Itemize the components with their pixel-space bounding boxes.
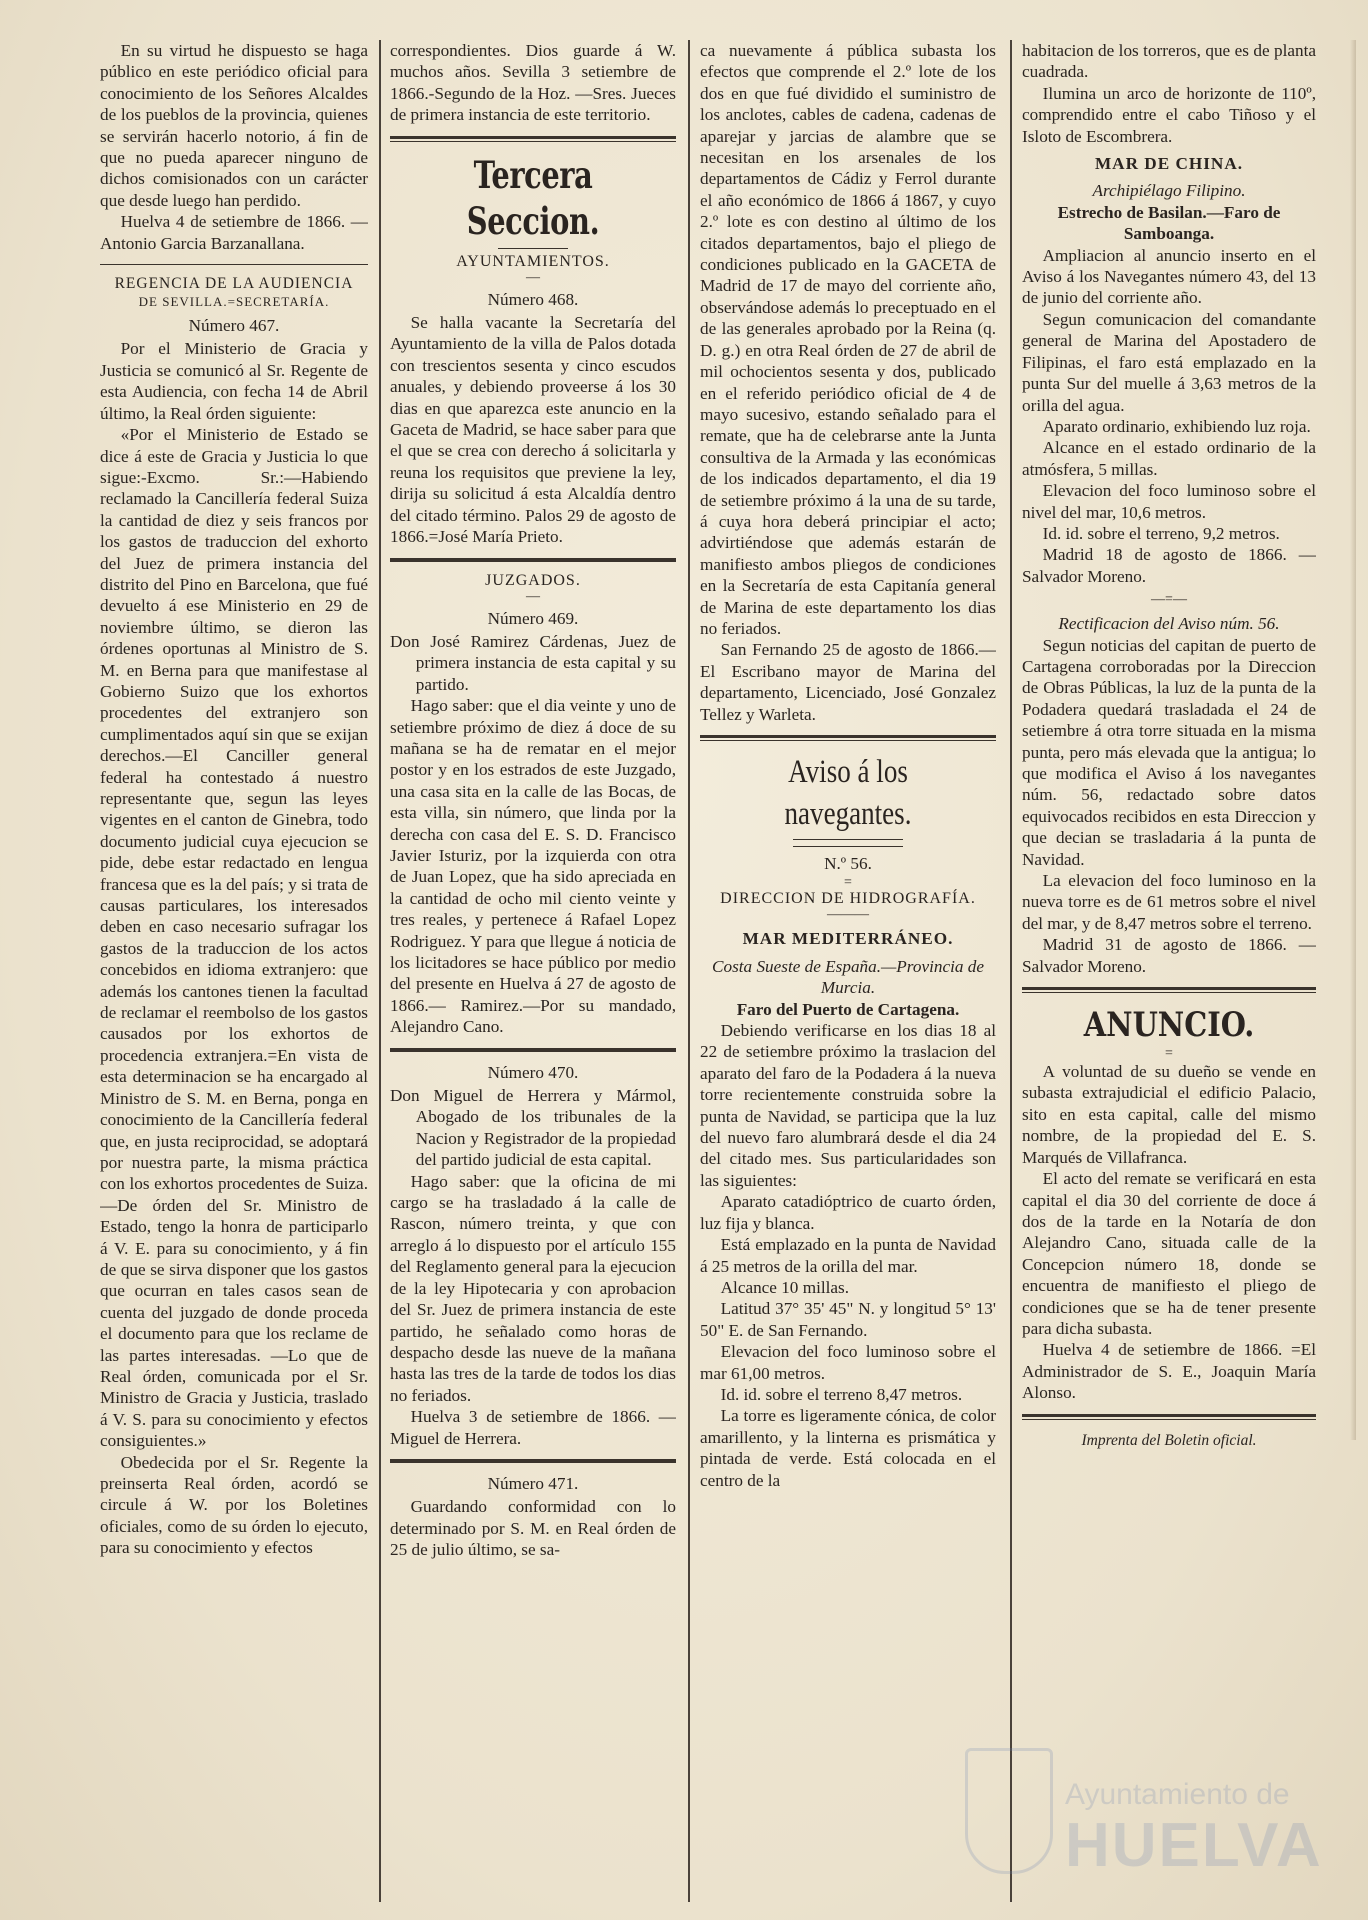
signature: Huelva 4 de setiembre de 1866. —Antonio Garcia Barzanallana. bbox=[100, 212, 368, 253]
notice-number: Número 469. bbox=[487, 608, 579, 628]
section-title: Aviso á los navegantes. bbox=[784, 754, 912, 832]
signature: Madrid 31 de agosto de 1866. —Salvador Moreno. bbox=[1022, 935, 1316, 976]
paragraph: En su virtud he dispuesto se haga público en este periódico oficial para conocimiento de los Señores Alcaldes de los pueblos de la provincia, quienes se servirán hacerlo notorio, á fin de que no pueda aparecer ninguno de dichos comisionados con un carácter que desde luego han perdido. bbox=[100, 41, 368, 210]
paragraph: El acto del remate se verificará en esta capital el dia 30 del corriente de doce á dos de la tarde en la Notaría de don Alejandro Cano, situada calle de la Concepcion número 18, donde se encuentra de manifiesto el pliego de condiciones que se ha de tener presente para dicha subasta. bbox=[1022, 1169, 1316, 1338]
signature: Huelva 3 de setiembre de 1866. —Miguel de Herrera. bbox=[390, 1407, 676, 1448]
divider bbox=[700, 735, 996, 741]
dash: ——— bbox=[827, 907, 869, 923]
region-subheading: Costa Sueste de España.—Provincia de Murcia. bbox=[712, 956, 984, 998]
column-3 bbox=[700, 40, 996, 1905]
section-subheading: DE SEVILLA.=SECRETARÍA. bbox=[138, 294, 330, 310]
paragraph: Segun noticias del capitan de puerto de Cartagena corroboradas por la Direccion de Obras Públicas, la luz de la punta de la Podadera quedará trasladada el 24 de setiembre á otra torre situada en la misma punta, pero más elevada que la antigua; lo que modifica el Aviso á los navegantes núm. 56, redactado sobre datos equivocados recibidos en esta Direccion y que decian se trasladaria á la punta de Navidad. bbox=[1022, 635, 1316, 869]
signature: Huelva 4 de setiembre de 1866. =El Administrador de S. E., Joaquin María Alonso. bbox=[1022, 1340, 1316, 1403]
dash: — bbox=[526, 269, 540, 285]
paragraph: Hago saber: que el dia veinte y uno de setiembre próximo de diez á doce de su mañana se ha de rematar en el mejor postor y en los estrados de este Juzgado, una casa sita en la calle de las Bocas, de esta villa, sin número, que linda por la derecha con casa del E. S. D. Francisco Javier Isturiz, por la izquierda con otra de Juan Lopez, que ha sido apreciada en la cantidad de ocho mil ciento veinte y tres reales, y pertenece á Rafael Lopez Rodriguez. Y para que llegue á noticia de los licitadores se hace público por medio del presente en Huelva á 27 de agosto de 1866.— Ramirez.—Por su mandado, Alejandro Cano. bbox=[390, 696, 676, 1037]
lighthouse-title: Faro del Puerto de Cartagena. bbox=[736, 999, 960, 1019]
paragraph: La torre es ligeramente cónica, de color amarillento, y la linterna es prismática y pintada de verde. Está colocada en el centro de la bbox=[700, 1406, 996, 1490]
paragraph: Ilumina un arco de horizonte de 110º, comprendido entre el cabo Tiñoso y el Isloto de Escombrera. bbox=[1022, 83, 1316, 146]
crest-icon bbox=[965, 1748, 1053, 1874]
column-1 bbox=[100, 40, 368, 1905]
paragraph: Elevacion del foco luminoso sobre el mar 61,00 metros. bbox=[700, 1342, 996, 1383]
paragraph: ca nuevamente á pública subasta los efectos que comprende el 2.º lote de los dos en que fué dividido el suministro de los anclotes, cables de cadena, cadenas de aparejar y jarcias de alambre que se necesitan en los arsenales de los departamentos de Cádiz y Ferrol durante el año económico de 1866 á 1867, y cuyo 2.º lote es con destino al último de los citados departamentos, bajo el pliego de condiciones publicado en la GACETA de Madrid de 17 de mayo del corriente año, observándose además lo preceptuado en el de las generales aprobado por la Reina (q. D. g.) en otra Real órden de 27 de abril de mil ochocientos sesenta y dos, publicado en el referido periódico oficial de 4 de mayo sucesivo, estando señalado para el remate, que ha de celebrarse ante la Junta consultiva de la Armada y las económicas de los indicados departamento, el dia 19 de setiembre próximo á la una de su tarde, á cuya hora deberá principiar el acto; advirtiéndose que además estarán de manifiesto ambos pliegos de condiciones en la Secretaría de esta Capitanía general de Marina de este departamento los dias no feriados. bbox=[700, 41, 996, 638]
double-dash: = bbox=[844, 875, 852, 891]
paragraph: Está emplazado en la punta de Navidad á 25 metros de la orilla del mar. bbox=[700, 1235, 996, 1276]
paragraph: Guardando conformidad con lo determinado por S. M. en Real órden de 25 de julio último, se sa- bbox=[390, 1497, 676, 1560]
rectification-title: Rectificacion del Aviso núm. 56. bbox=[1058, 614, 1280, 634]
signature: Madrid 18 de agosto de 1866. —Salvador Moreno. bbox=[1022, 545, 1316, 586]
paragraph: A voluntad de su dueño se vende en subasta extrajudicial el edificio Palacio, sito en esta capital, calle del mismo nombre, de la propiedad del E. S. Marqués de Villafranca. bbox=[1022, 1062, 1316, 1167]
paragraph: Ampliacion al anuncio inserto en el Aviso á los Navegantes número 43, del 13 de junio del corriente año. bbox=[1022, 245, 1316, 308]
paragraph: Debiendo verificarse en los dias 18 al 22 de setiembre próximo la traslacion del aparato del faro de la Podadera á la nueva torre recientemente construida sobre la punta de Navidad, se participa que la luz del nuevo faro alumbrará desde el dia 24 del citado mes. Sus particularidades son las siguientes: bbox=[700, 1021, 996, 1190]
divider bbox=[1022, 1414, 1316, 1420]
section-heading: AYUNTAMIENTOS. bbox=[456, 252, 610, 270]
lighthouse-title: Estrecho de Basilan.—Faro de Samboanga. bbox=[1057, 202, 1281, 244]
section-title: ANUNCIO. bbox=[1083, 1005, 1255, 1046]
section-title: Tercera Seccion. bbox=[466, 152, 600, 243]
paragraph: Hago saber: que la oficina de mi cargo se ha trasladado á la calle de Rascon, número treinta, y que con arreglo á lo dispuesto por el artículo 155 del Reglamento general para la ejecucion de la ley Hipotecaria y con aprobacion del Sr. Juez de primera instancia de este partido, he señalado como horas de despacho desde las nueve de la mañana hasta las tres de la tarde de todos los dias no feriados. bbox=[390, 1171, 676, 1405]
notice-number: N.º 56. bbox=[824, 854, 872, 873]
paragraph: Don José Ramirez Cárdenas, Juez de primera instancia de esta capital y su partido. bbox=[390, 631, 676, 694]
divider bbox=[1022, 987, 1316, 993]
paragraph: correspondientes. Dios guarde á W. muchos años. Sevilla 3 setiembre de 1866.-Segundo de la Hoz. —Sres. Jueces de primera instancia de este territorio. bbox=[390, 41, 676, 125]
divider bbox=[390, 1459, 676, 1463]
paragraph: Alcance 10 millas. bbox=[720, 1277, 850, 1297]
paragraph: Segun comunicacion del comandante general de Marina del Apostadero de Filipinas, el faro está emplazado en la punta Sur del muelle á 3,63 metros de la orilla del agua. bbox=[1022, 309, 1316, 415]
divider bbox=[390, 558, 676, 562]
archive-watermark bbox=[965, 1738, 1323, 1908]
double-dash: = bbox=[1165, 1046, 1173, 1062]
watermark-line-1: Ayuntamiento de bbox=[1065, 1778, 1290, 1811]
paragraph: Aparato catadióptrico de cuarto órden, luz fija y blanca. bbox=[700, 1192, 996, 1233]
page-edge-shadow bbox=[1350, 40, 1356, 1440]
column-rule bbox=[688, 40, 690, 1902]
ornament-line bbox=[498, 248, 568, 249]
paragraph: Se halla vacante la Secretaría del Ayuntamiento de la villa de Palos dotada con trescientos sesenta y cinco escudos anuales, y debiendo proveerse á los 30 dias en que aparezca este anuncio en la Gaceta de Madrid, se hace saber para que el que se crea con derecho á solicitarla y reuna los requisitos que previene la ley, dirija su solicitud á esta Alcaldía dentro del citado término. Palos 29 de agosto de 1866.=José María Prieto. bbox=[390, 313, 676, 547]
paragraph: «Por el Ministerio de Estado se dice á este de Gracia y Justicia lo que sigue:-Excmo. Sr.:—Habiendo reclamado la Cancillería federal Suiza la cantidad de diez y seis francos por los gastos de traduccion del exhorto del Juez de primera instancia del distrito del Pino en Barcelona, que fué devuelto á ese Ministerio en 29 de noviembre último, se dieron las órdenes oportunas al Ministro de S. M. en Berna para que manifestase al Gobierno Suizo que los exhortos procedentes del extranjero son cumplimentados aquí sin que se exijan derechos.—El Canciller general federal ha contestado á nuestro representante que, segun las leyes vigentes en el canton de Ginebra, todo documento judicial cuya ejecucion se pide, debe estar redactado en lengua francesa que es la del país; y si trata de causas particulares, los interesados deben en caso necesario sufragar los gastos de la traduccion de los actos concebidos en idioma extranjero: que además los cantones tienen la facultad de reclamar el reembolso de los gastos causados por los exhortos de procedencia extranjera.=En vista de esta determinacion se ha encargado al Ministro de S. M. en Berna, ponga en conocimiento de la Cancillería federal que, en justa reciprocidad, se adoptará por nuestra parte, la misma práctica con los exhortos procedentes de Suiza.—De órden del Sr. Ministro de Estado, tengo la honra de participarlo á V. E. para su conocimiento, y á fin de que se sirva disponer que los gastos que ocurran en tales casos sean de cuenta del juzgado de donde proceda el documento para que los reclame de las partes interesadas. —Lo que de Real órden, comunicada por el Sr. Ministro de Gracia y Justicia, traslado á V. S. para su conocimiento y efectos consiguientes.» bbox=[100, 425, 368, 1451]
paragraph: Id. id. sobre el terreno 8,47 metros. bbox=[720, 1384, 963, 1404]
paragraph: Latitud 37° 35' 45" N. y longitud 5° 13' 50" E. de San Fernando. bbox=[700, 1299, 996, 1340]
region-subheading: Archipiélago Filipino. bbox=[1092, 181, 1246, 201]
paragraph: Elevacion del foco luminoso sobre el nivel del mar, 10,6 metros. bbox=[1022, 481, 1316, 522]
column-2 bbox=[390, 40, 676, 1905]
paragraph: Alcance en el estado ordinario de la atmósfera, 5 millas. bbox=[1022, 438, 1316, 479]
section-heading: REGENCIA DE LA AUDIENCIA bbox=[114, 275, 354, 293]
paragraph: Id. id. sobre el terreno, 9,2 metros. bbox=[1042, 523, 1280, 543]
signature: San Fernando 25 de agosto de 1866.—El Escribano mayor de Marina del departamento, Licenciado, José Gonzalez Tellez y Warleta. bbox=[700, 640, 996, 724]
notice-number: Número 470. bbox=[487, 1062, 579, 1082]
region-heading: MAR MEDITERRÁNEO. bbox=[742, 929, 954, 949]
dash: — bbox=[526, 588, 540, 604]
paragraph: Don Miguel de Herrera y Mármol, Abogado de los tribunales de la Nacion y Registrador de la propiedad del partido judicial de esta capital. bbox=[390, 1086, 676, 1170]
divider bbox=[100, 264, 368, 265]
ornament-line bbox=[793, 839, 903, 847]
double-dash: —=— bbox=[1151, 592, 1187, 608]
notice-number: Número 468. bbox=[487, 289, 579, 309]
printer-credit: Imprenta del Boletin oficial. bbox=[1081, 1431, 1257, 1449]
divider bbox=[390, 1048, 676, 1052]
paragraph: La elevacion del foco luminoso en la nueva torre es de 61 metros sobre el nivel del mar, y de 8,47 metros sobre el terreno. bbox=[1022, 871, 1316, 933]
region-heading: MAR DE CHINA. bbox=[1094, 154, 1244, 174]
column-rule bbox=[379, 40, 381, 1902]
notice-number: Número 471. bbox=[487, 1473, 579, 1493]
paragraph: Obedecida por el Sr. Regente la preinserta Real órden, acordó se circule á W. por los Boletines oficiales, como de su órden lo ejecuto, para su conocimiento y efectos bbox=[100, 1452, 368, 1558]
column-4 bbox=[1022, 40, 1316, 1905]
watermark-line-2: HUELVA bbox=[1065, 1811, 1323, 1880]
paragraph: Por el Ministerio de Gracia y Justicia se comunicó al Sr. Regente de esta Audiencia, con fecha 14 de Abril último, la Real órden siguiente: bbox=[100, 339, 368, 423]
paragraph: habitacion de los torreros, que es de planta cuadrada. bbox=[1022, 41, 1316, 82]
paragraph: Aparato ordinario, exhibiendo luz roja. bbox=[1042, 416, 1311, 436]
section-heading: DIRECCION DE HIDROGRAFÍA. bbox=[720, 890, 976, 908]
column-rule bbox=[1010, 40, 1012, 1902]
divider bbox=[390, 136, 676, 142]
notice-number: Número 467. bbox=[188, 316, 280, 336]
section-heading: JUZGADOS. bbox=[485, 571, 581, 589]
